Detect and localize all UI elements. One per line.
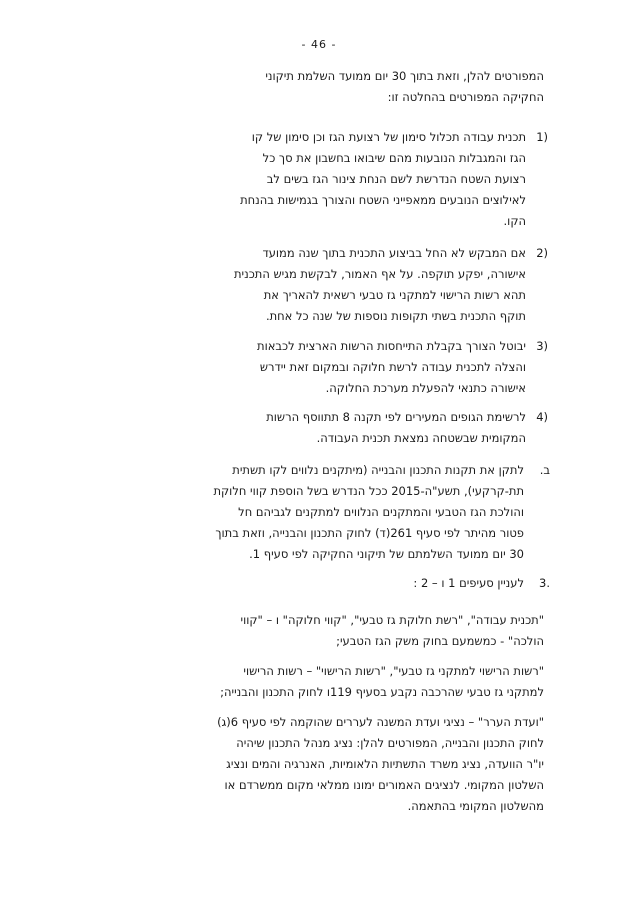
section-b-line: פטור מהיתר לפי סעיף 261(ד) לחוק התכנון והבנייה, וזאת בתוך (215, 526, 524, 540)
definition-licensing-authority (96, 661, 544, 703)
condition-line: לאילוצים הנובעים ממאפייני השטח והצורך בגמישות בהנחת (240, 193, 526, 207)
section-b-line: תת-קרקעי), תשע"ה-2015 ככל הנדרש בשל הוספת קווי חלוקת (213, 484, 524, 498)
section-3-heading: לעניין סעיפים 1 ו – 2 : (413, 576, 524, 590)
definition-appeals-committee (96, 712, 544, 817)
condition-marker: 4) (536, 410, 548, 424)
definition-line: הולכה" - כמשמעם בחוק משק הגז הטבעי; (336, 634, 544, 648)
section-b-line: והולכת הגז הטבעי והמתקנים הנלווים למתקנים לגביהם חל (238, 505, 524, 519)
definition-line: "ועדת הערר" – נציגי ועדת המשנה לעררים שהוקמה לפי סעיף 6(ג) (217, 715, 544, 729)
condition-marker: 1) (536, 130, 548, 144)
section-b (96, 460, 550, 565)
condition-line: יבוטל הצורך בקבלת התייחסות הרשות הארצית לכבאות (257, 339, 526, 353)
section-3-marker: 3. (539, 576, 550, 590)
condition-line: תוקף התכנית בשתי תקופות נוספות של שנה כל אחת. (265, 309, 526, 323)
condition-line: תהא רשות הרישוי למתקני גז טבעי רשאית להאריך את (263, 288, 526, 302)
condition-line: לרשימת הגופים המעירים לפי תקנה 8 תתווסף הרשות (266, 410, 526, 424)
condition-line: והצלה לתכנית עבודה לרשת חלוקה ובמקום זאת יידרש (259, 360, 526, 374)
intro-line: המפורטים להלן, וזאת בתוך 30 יום ממועד השלמת תיקוני (265, 69, 544, 83)
section-b-marker: ב. (539, 463, 550, 477)
condition-line: הקו. (503, 214, 526, 228)
condition-line: רצועת השטח הנדרשת לשם הנחת צינור הגז בשים לב (266, 172, 526, 186)
condition-item-2 (96, 243, 548, 327)
definition-line: למתקני גז טבעי שהרכבה נקבע בסעיף 119ו לחוק התכנון והבנייה; (220, 685, 544, 699)
condition-line: תכנית עבודה תכלול סימון של רצועת הגז וכן סימון של קו (251, 130, 526, 144)
page-number: - 46 - (301, 38, 337, 51)
condition-marker: 2) (536, 246, 548, 260)
condition-line: אישורה כתנאי להפעלת מערכת החלוקה. (325, 381, 526, 395)
condition-line: הגז והמגבלות הנובעות מהם שיבואו בחשבון את סך כל (262, 151, 526, 165)
condition-marker: 3) (536, 339, 548, 353)
section-b-line: לתקן את תקנות התכנון והבנייה (מיתקנים נלווים לקו תשתית (232, 463, 524, 477)
section-b-line: 30 יום ממועד השלמתם של תיקוני החקיקה לפי סעיף 1. (249, 547, 524, 561)
condition-line: אם המבקש לא החל בביצוע התכנית בתוך שנה ממועד (262, 246, 526, 260)
section-3 (96, 573, 550, 594)
intro-paragraph (96, 66, 544, 108)
condition-item-4 (96, 407, 548, 449)
definition-line: "תכנית עבודה", "רשת חלוקת גז טבעי", "קווי חלוקה" ו – "קווי (240, 613, 544, 627)
definition-line: "רשות הרישוי למתקני גז טבעי", "רשות הרישוי" – רשות הרישוי (243, 664, 544, 678)
condition-line: המקומית שבשטחה נמצאת תכנית העבודה. (316, 431, 526, 445)
definition-line: השלטון המקומי. לנציגים האמורים ימונו ממלאי מקום ממשרדם או (224, 778, 544, 792)
condition-item-1 (96, 127, 548, 232)
definition-line: לחוק התכנון והבנייה, המפורטים להלן: נציג מנהל התכנון שיהיה (236, 736, 544, 750)
condition-item-3 (96, 336, 548, 399)
definition-work-plan (96, 610, 544, 652)
definition-line: יו"ר הוועדה, נציג משרד התשתיות הלאומיות, האנרגיה והמים ונציג (226, 757, 544, 771)
intro-line: החקיקה המפורטים בהחלטה זו: (387, 90, 544, 104)
condition-line: אישורה, יפקע תוקפה. על אף האמור, לבקשת מגיש התכנית (233, 267, 526, 281)
definition-line: מהשלטון המקומי בהתאמה. (407, 799, 544, 813)
